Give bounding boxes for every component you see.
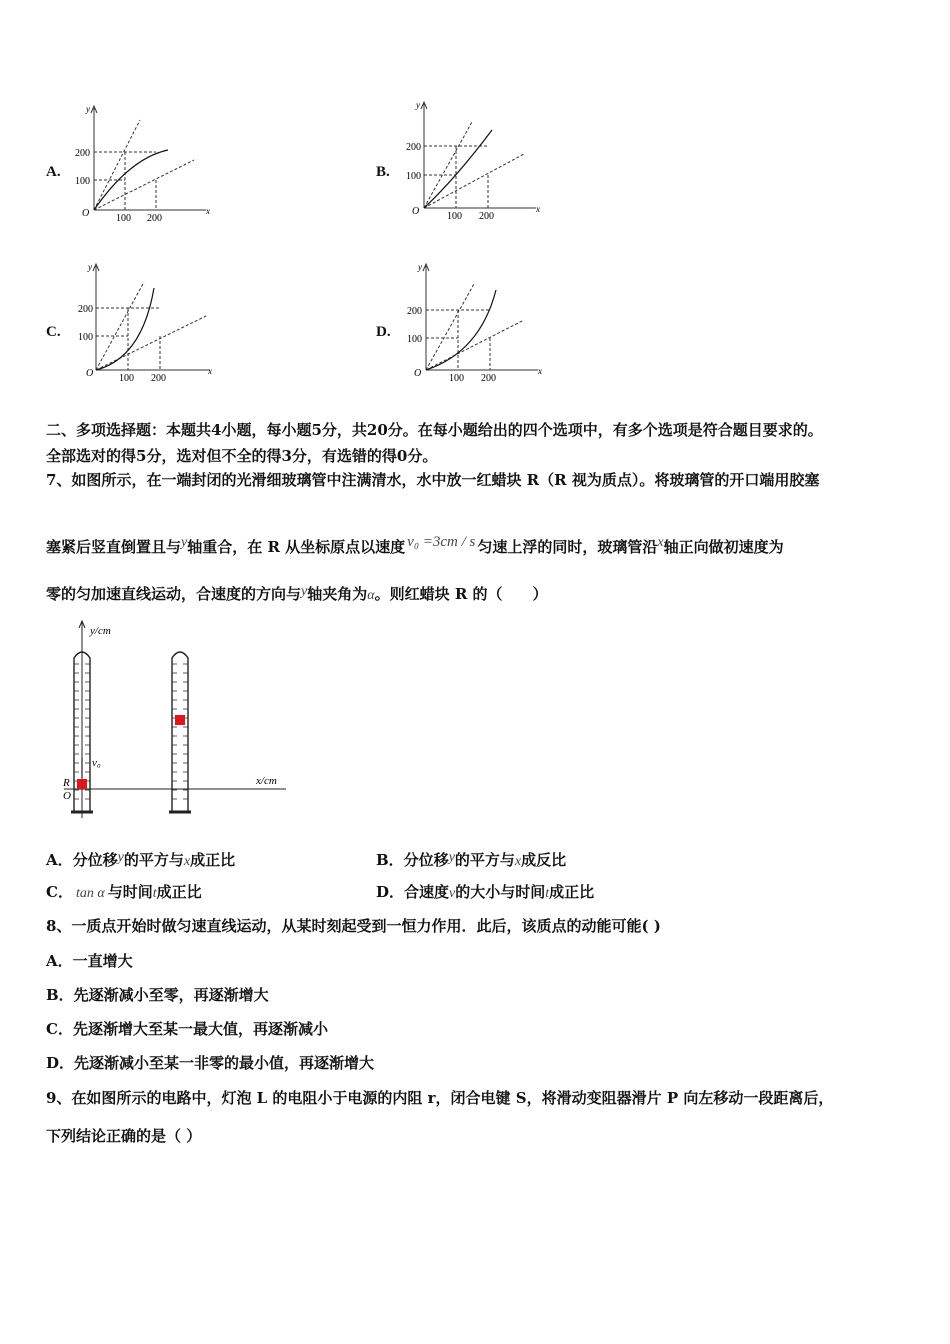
svg-text:100: 100 [407, 334, 422, 345]
svg-text:y: y [88, 262, 92, 272]
y-tick-100: 100 [75, 176, 90, 187]
section2-heading: 二、多项选择题：本题共4小题，每小题5分，共20分。在每小题给出的四个选项中，有多个选项是符合题目要求的。 [46, 421, 823, 439]
svg-text:x: x [536, 204, 540, 214]
wax-block-start [77, 779, 87, 789]
svg-text:200: 200 [78, 304, 93, 315]
wax-block-moved [175, 715, 185, 725]
v0-formula: v₀ =3cm / s [407, 534, 476, 550]
svg-text:100: 100 [119, 373, 134, 384]
svg-text:200: 200 [406, 142, 421, 153]
figure-x-label: x/cm [256, 775, 277, 787]
y-axis-label: y [86, 104, 90, 114]
figure-origin-label: O [63, 790, 71, 802]
q8-option-c: C．先逐渐增大至某一最大值，再逐渐减小 [46, 1020, 328, 1038]
svg-text:100: 100 [78, 332, 93, 343]
q8-option-a: A．一直增大 [46, 952, 133, 970]
q7-line1: 7、如图所示，在一端封闭的光滑细玻璃管中注满清水，水中放一红蜡块 R（R 视为质点）。将玻璃管的开口端用胶塞 [46, 471, 820, 489]
q7-line2: 塞紧后竖直倒置且与y轴重合，在 R 从坐标原点以速度 v₀ =3cm / s 匀速上浮的同时，玻璃管沿x轴正向做初速度为 [46, 534, 784, 556]
svg-text:200: 200 [407, 306, 422, 317]
section2-scoring: 全部选对的得5分，选对但不全的得3分，有选错的得0分。 [46, 447, 438, 465]
q7-option-d: D．合速度v的大小与时间t成正比 [376, 883, 595, 901]
x-tick-200: 200 [147, 213, 162, 224]
svg-text:O: O [86, 368, 94, 379]
option-b-letter: B. [376, 164, 390, 180]
initial-velocity-line [94, 120, 140, 210]
tube-right [172, 652, 188, 812]
graph-option-b [396, 98, 546, 223]
svg-text:100: 100 [447, 211, 462, 222]
q7-tube-figure [60, 618, 290, 823]
svg-text:x: x [538, 366, 542, 376]
origin-label: O [82, 208, 90, 219]
y-tick-200: 200 [75, 148, 90, 159]
q7-option-b: B．分位移y的平方与x成反比 [376, 850, 567, 869]
q7-line3: 零的匀加速直线运动，合速度的方向与y轴夹角为α。则红蜡块 R 的（ ） [46, 584, 548, 603]
x-tick-100: 100 [116, 213, 131, 224]
x-axis-label: x [206, 206, 210, 216]
svg-text:O: O [414, 368, 422, 379]
svg-text:200: 200 [479, 211, 494, 222]
option-a-letter: A. [46, 164, 61, 180]
q7-option-c: C． tan α 与时间t成正比 [46, 883, 202, 901]
q8-option-b: B．先逐渐减小至零，再逐渐增大 [46, 986, 269, 1004]
tube-right-ticks [172, 664, 188, 799]
q9-line1: 9、在如图所示的电路中，灯泡 L 的电阻小于电源的内阻 r，闭合电键 S，将滑动变阻器滑片 P 向左移动一段距离后， [46, 1089, 834, 1107]
figure-r-label: R [63, 777, 70, 789]
figure-v0-label: v₀ [92, 757, 101, 769]
graph-option-d [396, 260, 546, 385]
svg-text:O: O [412, 206, 420, 217]
q8-option-d: D．先逐渐减小至某一非零的最小值，再逐渐增大 [46, 1054, 375, 1072]
svg-text:y: y [416, 100, 420, 110]
svg-text:100: 100 [449, 373, 464, 384]
graph-option-c [70, 260, 220, 385]
svg-text:y: y [418, 262, 422, 272]
svg-text:200: 200 [151, 373, 166, 384]
q7-option-a: A．分位移y的平方与x成正比 [46, 850, 236, 869]
graph-option-a [70, 100, 220, 225]
svg-text:100: 100 [406, 171, 421, 182]
q8-stem: 8、一质点开始时做匀速直线运动，从某时刻起受到一恒力作用．此后，该质点的动能可能( ) [46, 917, 661, 935]
figure-y-label: y/cm [90, 625, 111, 637]
option-c-letter: C. [46, 324, 61, 340]
svg-text:200: 200 [481, 373, 496, 384]
final-velocity-line [94, 160, 194, 210]
q9-line2: 下列结论正确的是（ ） [46, 1127, 202, 1145]
option-d-letter: D. [376, 324, 391, 340]
svg-text:x: x [208, 366, 212, 376]
